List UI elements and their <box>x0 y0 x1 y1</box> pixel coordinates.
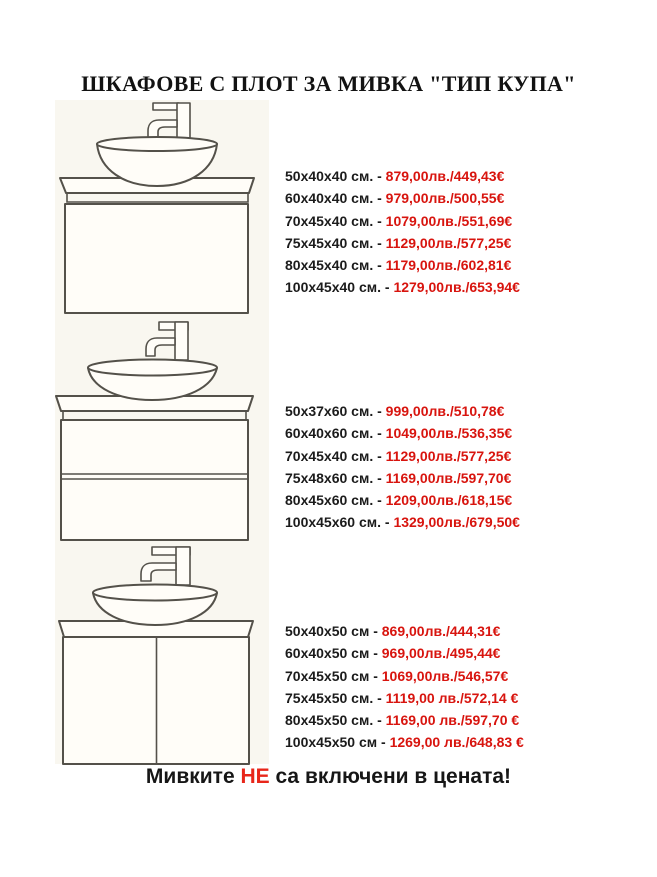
footer-note-prefix: Мивките <box>145 765 235 788</box>
price-value: 1329,00лв./679,50€ <box>393 514 520 531</box>
drawer-fronts <box>61 420 248 540</box>
size-label: 100x45x50 см - <box>285 734 386 751</box>
under-top-recess <box>67 193 248 202</box>
price-value: 979,00лв./500,55€ <box>385 190 505 207</box>
vanity-cabinet-single-front-illustration <box>55 100 268 318</box>
size-label: 75x45x50 см. - <box>285 689 382 706</box>
price-value: 1269,00 лв./648,83 € <box>389 734 524 751</box>
price-value: 1169,00 лв./597,70 € <box>385 712 520 729</box>
price-row <box>285 165 520 187</box>
size-label: 60x40x50 см - <box>285 645 378 662</box>
price-value: 869,00лв./444,31€ <box>381 623 501 639</box>
size-label: 75x45x40 см. - <box>285 234 382 251</box>
price-value: 1179,00лв./602,81€ <box>385 257 512 274</box>
price-row <box>285 276 520 298</box>
price-value: 1079,00лв./551,69€ <box>385 212 513 229</box>
size-label: 50x40x40 см. - <box>285 168 382 184</box>
price-value: 999,00лв./510,78€ <box>385 403 505 419</box>
size-label: 100x45x60 см. - <box>285 514 390 531</box>
size-label: 80x45x40 см. - <box>285 257 382 274</box>
price-row <box>285 467 520 489</box>
price-row <box>285 665 524 687</box>
price-row <box>285 232 520 254</box>
price-value: 1209,00лв./618,15€ <box>385 492 513 509</box>
size-label: 80x45x60 см. - <box>285 492 382 509</box>
price-row <box>285 687 524 709</box>
price-row <box>285 489 520 511</box>
size-label: 60x40x60 см. - <box>285 425 382 442</box>
faucet-icon <box>141 547 190 585</box>
price-row <box>285 187 520 209</box>
price-value: 879,00лв./449,43€ <box>385 168 505 184</box>
footer-note-suffix: са включени в цената! <box>275 765 512 788</box>
price-list-depth-60 <box>285 400 520 534</box>
size-label: 50x37x60 см. - <box>285 403 382 419</box>
under-top-recess <box>63 411 246 420</box>
page-title: ШКАФОВЕ С ПЛОТ ЗА МИВКА "ТИП КУПА" <box>81 71 576 96</box>
price-value: 1069,00лв./546,57€ <box>381 667 509 684</box>
price-value: 1279,00лв./653,94€ <box>393 279 520 296</box>
size-label: 70x45x40 см. - <box>285 212 382 229</box>
size-label: 80x45x50 см. - <box>285 712 382 729</box>
faucet-icon <box>146 322 188 360</box>
size-label: 60x40x40 см. - <box>285 190 382 207</box>
price-value: 1129,00лв./577,25€ <box>385 447 512 464</box>
price-value: 1129,00лв./577,25€ <box>385 234 512 251</box>
price-row <box>285 210 520 232</box>
price-value: 1049,00лв./536,35€ <box>385 425 513 442</box>
price-row <box>285 709 524 731</box>
footer-note-highlight: НЕ <box>240 765 270 788</box>
size-label: 70x45x40 см. - <box>285 447 382 464</box>
price-value: 1119,00 лв./572,14 € <box>385 689 519 706</box>
price-row <box>285 511 520 533</box>
price-row <box>285 422 520 444</box>
sink-bowl-icon <box>88 360 217 401</box>
cabinet-front <box>65 204 248 313</box>
size-label: 100x45x40 см. - <box>285 279 390 296</box>
price-list-depth-50 <box>285 620 524 754</box>
price-row <box>285 254 520 276</box>
price-row <box>285 642 524 664</box>
price-list-depth-40 <box>285 165 520 299</box>
footer-note <box>0 765 657 789</box>
price-row <box>285 731 524 753</box>
price-value: 969,00лв./495,44€ <box>381 645 501 662</box>
price-row <box>285 400 520 422</box>
price-row <box>285 445 520 467</box>
size-label: 50x40x50 см - <box>285 623 378 639</box>
vanity-cabinet-two-drawers-illustration <box>45 320 270 542</box>
price-row <box>285 620 524 642</box>
sink-bowl-icon <box>93 585 217 626</box>
price-value: 1169,00лв./597,70€ <box>385 469 512 486</box>
size-label: 70x45x50 см - <box>285 667 378 684</box>
vanity-cabinet-two-doors-illustration <box>40 545 270 765</box>
size-label: 75x48x60 см. - <box>285 469 382 486</box>
